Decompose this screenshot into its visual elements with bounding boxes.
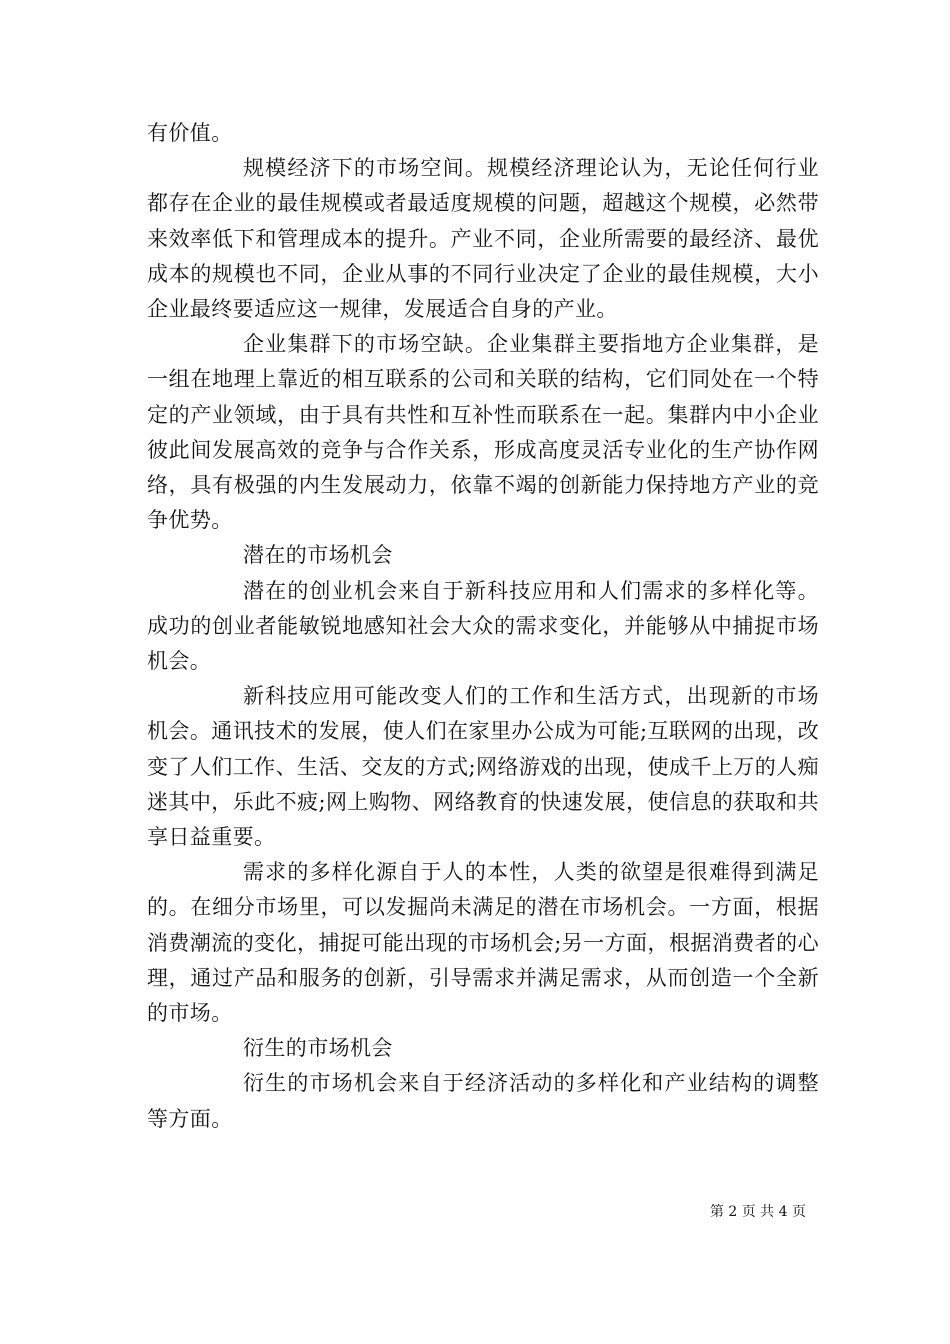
paragraph-continuation: 有价值。 xyxy=(147,121,233,145)
paragraph-enterprise-cluster: 企业集群下的市场空缺。企业集群主要指地方企业集群，是一组在地理上靠近的相互联系的公司和关联的结构，它们同处在一个特定的产业领域，由于具有共性和互补性而联系在一起。集群内中小企业彼此间发展高效的竞争与合作关系，形成高度灵活专业化的生产协作网络，具有极强的内生发展动力，依靠不竭的创新能力保持地方产业的竞争优势。 xyxy=(147,332,819,533)
paragraph-new-technology: 新科技应用可能改变人们的工作和生活方式，出现新的市场机会。通讯技术的发展，使人们在家里办公成为可能;互联网的出现，改变了人们工作、生活、交友的方式;网络游戏的出现，使成千上万的人痴迷其中，乐此不疲;网上购物、网络教育的快速发展，使信息的获取和共享日益重要。 xyxy=(147,684,819,850)
section-heading-potential-opportunity: 潜在的市场机会 xyxy=(243,543,393,568)
paragraph-potential-opportunity: 潜在的创业机会来自于新科技应用和人们需求的多样化等。成功的创业者能敏锐地感知社会大众的需求变化，并能够从中捕捉市场机会。 xyxy=(147,578,819,674)
document-page xyxy=(147,116,819,1137)
section-heading-derived-opportunity: 衍生的市场机会 xyxy=(243,1036,393,1061)
page-number-footer: 第 2 页 共 4 页 xyxy=(709,1204,806,1220)
paragraph-scale-economy: 规模经济下的市场空间。规模经济理论认为，无论任何行业都存在企业的最佳规模或者最适度规模的问题，超越这个规模，必然带来效率低下和管理成本的提升。产业不同，企业所需要的最经济、最优成本的规模也不同，企业从事的不同行业决定了企业的最佳规模，大小企业最终要适应这一规律，发展适合自身的产业。 xyxy=(147,156,819,322)
paragraph-derived-opportunity: 衍生的市场机会来自于经济活动的多样化和产业结构的调整等方面。 xyxy=(147,1071,819,1131)
paragraph-demand-diversity: 需求的多样化源自于人的本性，人类的欲望是很难得到满足的。在细分市场里，可以发掘尚未满足的潜在市场机会。一方面，根据消费潮流的变化，捕捉可能出现的市场机会;另一方面，根据消费者的心理，通过产品和服务的创新，引导需求并满足需求，从而创造一个全新的市场。 xyxy=(147,860,819,1026)
